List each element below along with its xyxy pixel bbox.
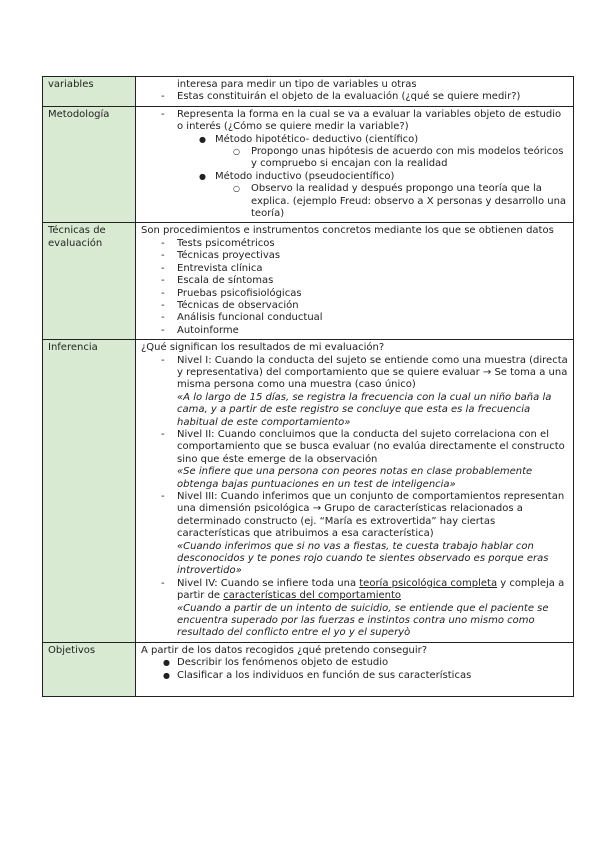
nivel-4-underline-1: teoría psicológica completa: [359, 577, 498, 589]
variables-continuation: interesa para medir un tipo de variables u otras: [177, 79, 417, 90]
list-item: - Pruebas psicofisiológicas: [141, 288, 569, 300]
label-objetivos: Objetivos: [43, 642, 136, 696]
content-table: [42, 76, 574, 697]
list-item: - Representa la forma en la cual se va a evaluar la variables objeto de estudio o interés (¿Cómo se quiere medir la variable?): [141, 109, 569, 134]
list-item: - Estas constituirán el objeto de la evaluación (¿qué se quiere medir?): [141, 91, 569, 103]
row-objetivos: [43, 642, 574, 696]
list-item: - Análisis funcional conductual: [141, 312, 569, 324]
nivel-4: [177, 578, 564, 601]
row-tecnicas: [43, 223, 574, 340]
metodo-sub-list: [141, 183, 569, 220]
nivel-4-underline-2: características del comportamiento: [223, 590, 402, 602]
cell-objetivos: [136, 642, 574, 696]
label-variables: variables: [43, 77, 136, 107]
metodos-list: [141, 134, 569, 146]
label-metodologia: Metodología: [43, 106, 136, 223]
list-item: ● Clasificar a los individuos en función de sus características: [141, 670, 569, 682]
nivel-1: Nivel I: Cuando la conducta del sujeto se entiende como una muestra (directa y representativa) del comportamiento que se quiere evaluar → Se toma a una misma persona como una muestra (caso único): [177, 354, 568, 391]
list-item: [141, 429, 569, 491]
variables-list: [141, 91, 569, 103]
tecnicas-intro: Son procedimientos e instrumentos concretos mediante los que se obtienen datos: [141, 225, 554, 237]
nivel-2-example: «Se infiere que una persona con peores notas en clase probablemente obtenga bajas puntuaciones en un test de inteligencia»: [177, 466, 533, 490]
cell-variables: [136, 77, 574, 107]
list-item: - Tests psicométricos: [141, 238, 569, 250]
label-tecnicas: Técnicas de evaluación: [43, 223, 136, 340]
list-item: - Escala de síntomas: [141, 275, 569, 287]
list-item: ○ Propongo unas hipótesis de acuerdo con mis modelos teóricos y compruebo si encajan con la realidad: [141, 146, 569, 171]
nivel-2: Nivel II: Cuando concluimos que la conducta del sujeto correlaciona con el comportamiento que se busca evaluar (no evalúa directamente el constructo sino que éste emerge de la observación: [177, 428, 565, 465]
metodo-sub-list: [141, 146, 569, 171]
nivel-4-text-a: Nivel IV: Cuando se infiere toda una: [177, 577, 360, 589]
tecnicas-list: [141, 238, 569, 337]
list-item: [141, 491, 569, 578]
metodologia-list: [141, 109, 569, 134]
label-inferencia: Inferencia: [43, 340, 136, 643]
cell-tecnicas: [136, 223, 574, 340]
row-variables: [43, 77, 574, 107]
nivel-3-example: «Cuando inferimos que si no vas a fiestas, te cuesta trabajo hablar con desconocidos y te pones rojo cuando te sientes observado es porque eras introvertido»: [177, 540, 549, 577]
nivel-3: Nivel III: Cuando inferimos que un conjunto de comportamientos representan una dimensión psicológica → Grupo de características relacionados a determinado constructo (ej. “María es extrovertida” hay ciertas características que atribuimos a esa característica): [177, 491, 565, 540]
nivel-1-example: «A lo largo de 15 días, se registra la frecuencia con la cual un niño baña la cama, y a partir de este registro se concluye que esta es la frecuencia habitual de este comportamiento»: [177, 391, 552, 428]
list-item: [141, 578, 569, 640]
metodos-list: [141, 171, 569, 183]
list-item: - Técnicas de observación: [141, 300, 569, 312]
objetivos-question: A partir de los datos recogidos ¿qué pretendo conseguir?: [141, 644, 428, 656]
nivel-4-text-b: y compleja a partir de: [177, 577, 565, 602]
objetivos-list: [141, 657, 569, 682]
list-item: - Técnicas proyectivas: [141, 250, 569, 262]
list-item: - Entrevista clínica: [141, 263, 569, 275]
list-item: ○ Observo la realidad y después propongo una teoría que la explica. (ejemplo Freud: observo a X personas y desarrollo una teoría): [141, 183, 569, 220]
cell-inferencia: [136, 340, 574, 643]
list-item: [141, 355, 569, 429]
inferencia-question: ¿Qué significan los resultados de mi evaluación?: [141, 342, 385, 354]
list-item: ● Método hipotético- deductivo (científico): [141, 134, 569, 146]
row-inferencia: [43, 340, 574, 643]
cell-metodologia: [136, 106, 574, 223]
list-item: - Autoinforme: [141, 325, 569, 337]
row-metodologia: [43, 106, 574, 223]
list-item: ● Método inductivo (pseudocientífico): [141, 171, 569, 183]
list-item: ● Describir los fenómenos objeto de estudio: [141, 657, 569, 669]
nivel-4-example: «Cuando a partir de un intento de suicidio, se entiende que el paciente se encuentra superado por las fuerzas e instintos contra uno mismo como resultado del conflicto entre el yo y el superyò: [177, 602, 549, 639]
niveles-list: [141, 355, 569, 640]
